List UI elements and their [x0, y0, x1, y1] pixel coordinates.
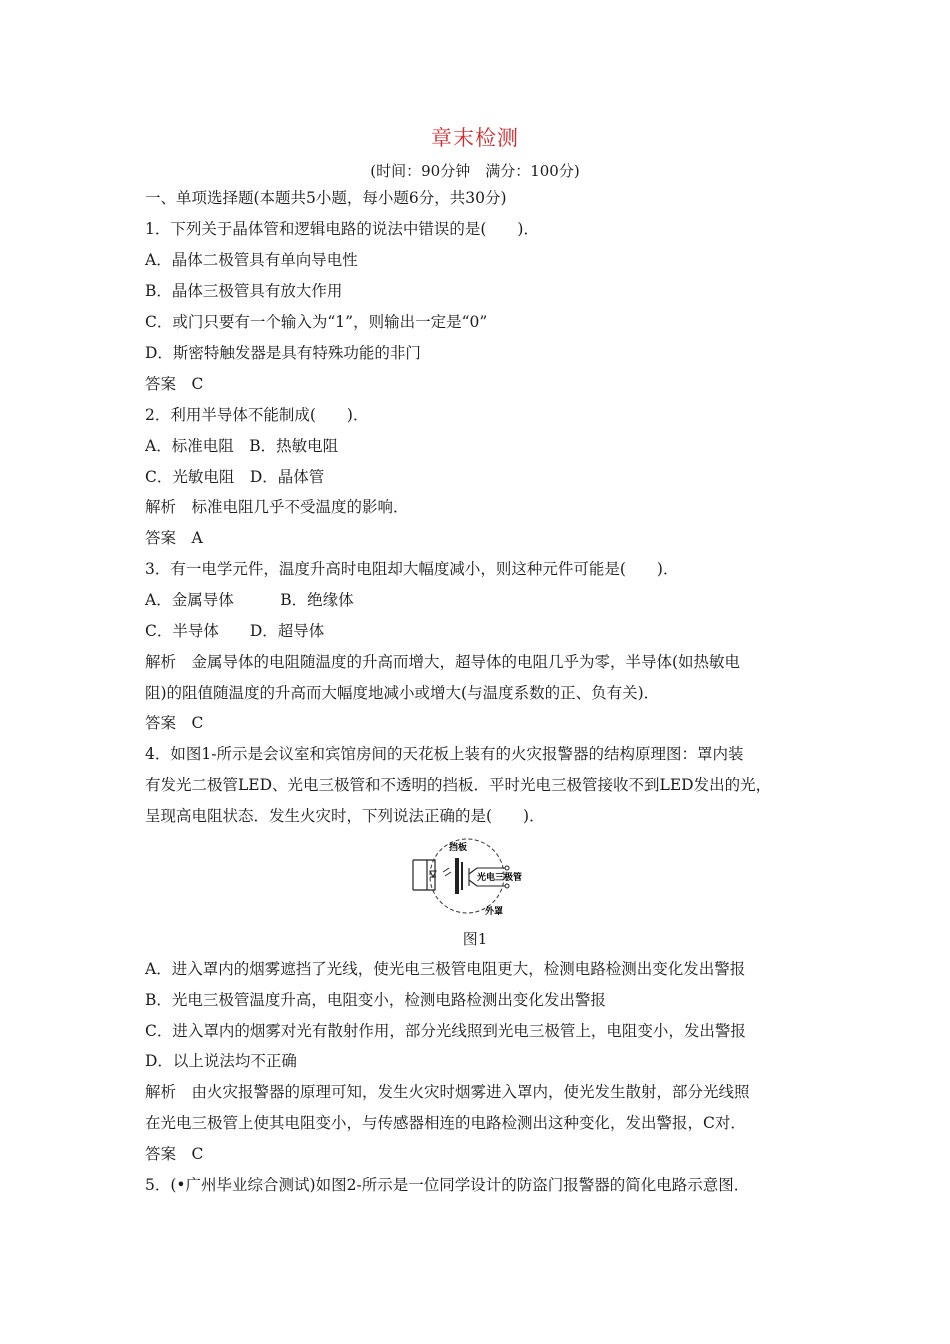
question-3: 3．有一电学元件，温度升高时电阻却大幅度减小，则这种元件可能是( )．	[145, 560, 679, 578]
option-line: C．光敏电阻 D．晶体管	[145, 468, 325, 486]
option-line: C．进入罩内的烟雾对光有散射作用，部分光线照到光电三极管上，电阻变小，发出警报	[145, 1022, 746, 1040]
section-heading: 一、单项选择题(本题共5小题，每小题6分，共30分)	[145, 189, 507, 207]
cover-label: 外罩	[485, 907, 504, 917]
terminal-bottom	[505, 884, 509, 888]
baffle-edge	[461, 862, 463, 890]
option-line: A．标准电阻 B．热敏电阻	[145, 437, 339, 455]
option-line: C．半导体 D．超导体	[145, 622, 325, 640]
question-1: 1．下列关于晶体管和逻辑电路的说法中错误的是( )．	[145, 220, 539, 238]
phototransistor-icon	[469, 868, 477, 886]
question-5: 5．(•广州毕业综合测试)如图2-所示是一位同学设计的防盗门报警器的简化电路示意图．	[145, 1176, 750, 1194]
figure-caption: 图1	[462, 930, 488, 948]
option-line: A．晶体二极管具有单向导电性	[145, 251, 358, 269]
question-4-cont: 呈现高电阻状态．发生火灾时，下列说法正确的是( )．	[145, 807, 545, 825]
light-rays	[443, 868, 451, 876]
question-2: 2．利用半导体不能制成( )．	[145, 406, 369, 424]
fire-alarm-diagram	[405, 838, 555, 918]
answer-line: 答案 C	[145, 714, 204, 732]
answer-line: 答案 A	[145, 529, 203, 547]
baffle	[455, 858, 459, 894]
explanation-line: 在光电三极管上使其电阻变小，与传感器相连的电路检测出这种变化，发出警报，C对．	[145, 1114, 746, 1132]
explanation-line: 阻)的阻值随温度的升高而大幅度地减小或增大(与温度系数的正、负有关)．	[145, 684, 660, 702]
option-line: A．金属导体 B．绝缘体	[145, 591, 354, 609]
page-title: 章末检测	[431, 126, 519, 150]
option-line: B．光电三极管温度升高，电阻变小，检测电路检测出变化发出警报	[145, 991, 606, 1009]
option-line: C．或门只要有一个输入为“1”，则输出一定是“0”	[145, 313, 488, 331]
option-line: B．晶体三极管具有放大作用	[145, 282, 343, 300]
baffle-label: 挡板	[449, 843, 468, 853]
option-line: D．斯密特触发器是具有特殊功能的非门	[145, 344, 421, 362]
explanation-line: 解析 标准电阻几乎不受温度的影响．	[145, 498, 409, 516]
question-4: 4．如图1-所示是会议室和宾馆房间的天花板上装有的火灾报警器的结构原理图：罩内装	[145, 745, 744, 763]
exam-info: (时间：90分钟 满分：100分)	[370, 162, 580, 180]
answer-line: 答案 C	[145, 375, 204, 393]
phototransistor-label: 光电三极管	[477, 873, 523, 883]
question-4-cont: 有发光二极管LED、光电三极管和不透明的挡板．平时光电三极管接收不到LED发出的光，	[145, 776, 772, 794]
explanation-line: 解析 金属导体的电阻随温度的升高而增大，超导体的电阻几乎为零，半导体(如热敏电	[145, 653, 741, 671]
terminal-top	[505, 866, 509, 870]
option-line: A．进入罩内的烟雾遮挡了光线，使光电三极管电阻更大，检测电路检测出变化发出警报	[145, 960, 746, 978]
option-line: D．以上说法均不正确	[145, 1052, 297, 1070]
answer-line: 答案 C	[145, 1145, 204, 1163]
explanation-line: 解析 由火灾报警器的原理可知，发生火灾时烟雾进入罩内，使光发生散射，部分光线照	[145, 1083, 750, 1101]
